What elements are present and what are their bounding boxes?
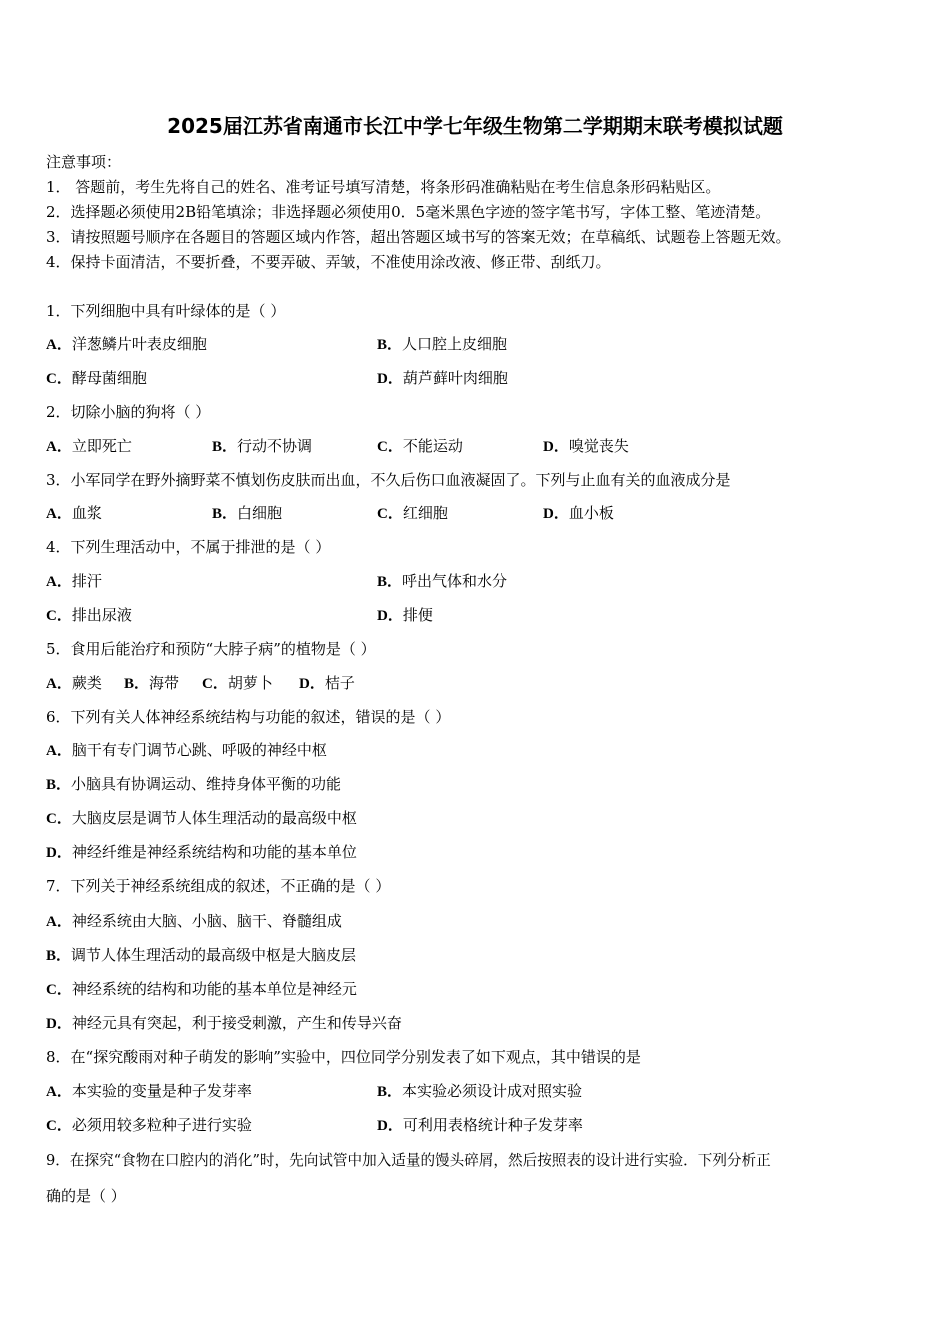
- question-1-option-a: [46, 334, 207, 355]
- notice-item: 3．请按照题号顺序在各题目的答题区域内作答，超出答题区域书写的答案无效；在草稿纸、试题卷上答题无效。: [46, 228, 791, 246]
- question-1-option-b: [377, 334, 507, 355]
- option-text: 嗅觉丧失: [568, 437, 629, 455]
- option-text: 不能运动: [402, 437, 463, 455]
- option-text: 神经元具有突起，利于接受刺激，产生和传导兴奋: [71, 1014, 402, 1032]
- question-6-option-d: [46, 842, 357, 863]
- question-6-option-c: [46, 808, 357, 829]
- option-label: D．: [543, 506, 569, 522]
- question-4-option-b: [377, 571, 507, 592]
- option-text: 洋葱鳞片叶表皮细胞: [71, 335, 207, 353]
- question-1-option-c: [46, 368, 147, 389]
- question-7-option-a: [46, 911, 342, 932]
- option-label: D．: [46, 845, 72, 861]
- option-label: C．: [46, 1118, 72, 1134]
- option-label: C．: [46, 371, 72, 387]
- question-8-option-d: [377, 1115, 583, 1136]
- question-4-option-d: [377, 605, 433, 626]
- option-label: A．: [46, 506, 72, 522]
- option-text: 红细胞: [402, 504, 448, 522]
- page-title: 2025届江苏省南通市长江中学七年级生物第二学期期末联考模拟试题: [167, 114, 783, 138]
- option-text: 排便: [402, 606, 433, 624]
- option-text: 本实验必须设计成对照实验: [402, 1082, 583, 1100]
- option-text: 血浆: [71, 504, 102, 522]
- option-label: A．: [46, 1084, 72, 1100]
- option-label: B．: [377, 574, 403, 590]
- question-2-option-d: [543, 436, 629, 457]
- option-label: D．: [377, 371, 403, 387]
- option-label: D．: [377, 1118, 403, 1134]
- option-label: A．: [46, 574, 72, 590]
- option-label: B．: [212, 506, 238, 522]
- option-text: 大脑皮层是调节人体生理活动的最高级中枢: [71, 809, 357, 827]
- option-label: B．: [124, 676, 150, 692]
- question-3-stem: 3．小军同学在野外摘野菜不慎划伤皮肤而出血，不久后伤口血液凝固了。下列与止血有关的血液成分是: [46, 471, 731, 489]
- question-1-stem: 1．下列细胞中具有叶绿体的是（ ）: [46, 302, 286, 320]
- option-text: 调节人体生理活动的最高级中枢是大脑皮层: [71, 946, 357, 964]
- option-text: 脑干有专门调节心跳、呼吸的神经中枢: [71, 741, 327, 759]
- question-3-option-c: [377, 503, 448, 524]
- option-label: A．: [46, 914, 72, 930]
- notice-item: 2．选择题必须使用2B铅笔填涂；非选择题必须使用0．5毫米黑色字迹的签字笔书写，字体工整、笔迹清楚。: [46, 203, 771, 221]
- option-label: B．: [46, 948, 72, 964]
- question-2-option-b: [212, 436, 312, 457]
- question-8-option-a: [46, 1081, 252, 1102]
- question-3-option-b: [212, 503, 282, 524]
- option-text: 桔子: [324, 674, 355, 692]
- notice-item: 4．保持卡面清洁，不要折叠，不要弄破、弄皱，不准使用涂改液、修正带、刮纸刀。: [46, 253, 611, 271]
- question-9-stem-line-2: 确的是（ ）: [46, 1187, 126, 1205]
- option-text: 小脑具有协调运动、维持身体平衡的功能: [71, 775, 342, 793]
- option-text: 海带: [149, 674, 180, 692]
- question-2-option-c: [377, 436, 463, 457]
- notice-item: 1． 答题前，考生先将自己的姓名、准考证号填写清楚，将条形码准确粘贴在考生信息条形码粘贴区。: [46, 178, 721, 196]
- option-text: 可利用表格统计种子发芽率: [402, 1116, 583, 1134]
- question-7-option-b: [46, 945, 356, 966]
- option-text: 排出尿液: [71, 606, 132, 624]
- question-5-option-d: [299, 673, 355, 694]
- question-4-stem: 4．下列生理活动中，不属于排泄的是（ ）: [46, 538, 331, 556]
- option-label: D．: [543, 439, 569, 455]
- option-text: 呼出气体和水分: [402, 572, 508, 590]
- question-5-option-a: [46, 673, 102, 694]
- question-4-option-c: [46, 605, 132, 626]
- option-text: 人口腔上皮细胞: [402, 335, 508, 353]
- option-label: B．: [212, 439, 238, 455]
- question-4-option-a: [46, 571, 102, 592]
- option-text: 排汗: [71, 572, 102, 590]
- question-8-option-b: [377, 1081, 582, 1102]
- option-text: 酵母菌细胞: [71, 369, 147, 387]
- option-label: B．: [377, 1084, 403, 1100]
- option-label: A．: [46, 439, 72, 455]
- option-text: 必须用较多粒种子进行实验: [71, 1116, 252, 1134]
- question-3-option-a: [46, 503, 102, 524]
- question-7-stem: 7．下列关于神经系统组成的叙述，不正确的是（ ）: [46, 877, 391, 895]
- option-text: 蕨类: [71, 674, 102, 692]
- question-2-stem: 2．切除小脑的狗将（ ）: [46, 403, 211, 421]
- option-text: 血小板: [568, 504, 614, 522]
- notice-heading: 注意事项：: [46, 153, 122, 171]
- question-6-stem: 6．下列有关人体神经系统结构与功能的叙述，错误的是（ ）: [46, 708, 451, 726]
- question-1-option-d: [377, 368, 508, 389]
- option-text: 白细胞: [237, 504, 283, 522]
- question-5-option-b: [124, 673, 179, 694]
- question-2-option-a: [46, 436, 132, 457]
- question-8-option-c: [46, 1115, 252, 1136]
- option-text: 神经系统的结构和功能的基本单位是神经元: [71, 980, 357, 998]
- option-label: B．: [377, 337, 403, 353]
- option-text: 神经纤维是神经系统结构和功能的基本单位: [71, 843, 357, 861]
- option-text: 胡萝卜: [227, 674, 273, 692]
- option-label: C．: [46, 811, 72, 827]
- question-7-option-c: [46, 979, 357, 1000]
- question-6-option-b: [46, 774, 341, 795]
- option-label: C．: [46, 982, 72, 998]
- option-text: 立即死亡: [71, 437, 132, 455]
- option-label: D．: [377, 608, 403, 624]
- question-3-option-d: [543, 503, 614, 524]
- option-label: A．: [46, 676, 72, 692]
- option-text: 行动不协调: [237, 437, 313, 455]
- option-label: A．: [46, 743, 72, 759]
- option-label: C．: [377, 439, 403, 455]
- question-5-option-c: [202, 673, 273, 694]
- option-label: C．: [46, 608, 72, 624]
- question-9-stem-line-1: 9．在探究“食物在口腔内的消化”时，先向试管中加入适量的馒头碎屑，然后按照表的设计进行实验．下列分析正: [46, 1152, 771, 1169]
- option-label: D．: [46, 1016, 72, 1032]
- question-6-option-a: [46, 740, 327, 761]
- question-7-option-d: [46, 1013, 402, 1034]
- option-text: 葫芦藓叶肉细胞: [402, 369, 508, 387]
- question-5-stem: 5．食用后能治疗和预防“大脖子病”的植物是（ ）: [46, 640, 376, 658]
- option-label: C．: [202, 676, 228, 692]
- option-label: A．: [46, 337, 72, 353]
- option-label: D．: [299, 676, 325, 692]
- option-text: 本实验的变量是种子发芽率: [71, 1082, 252, 1100]
- option-text: 神经系统由大脑、小脑、脑干、脊髓组成: [71, 912, 342, 930]
- question-8-stem: 8．在“探究酸雨对种子萌发的影响”实验中，四位同学分别发表了如下观点，其中错误的是: [46, 1048, 641, 1066]
- option-label: C．: [377, 506, 403, 522]
- option-label: B．: [46, 777, 72, 793]
